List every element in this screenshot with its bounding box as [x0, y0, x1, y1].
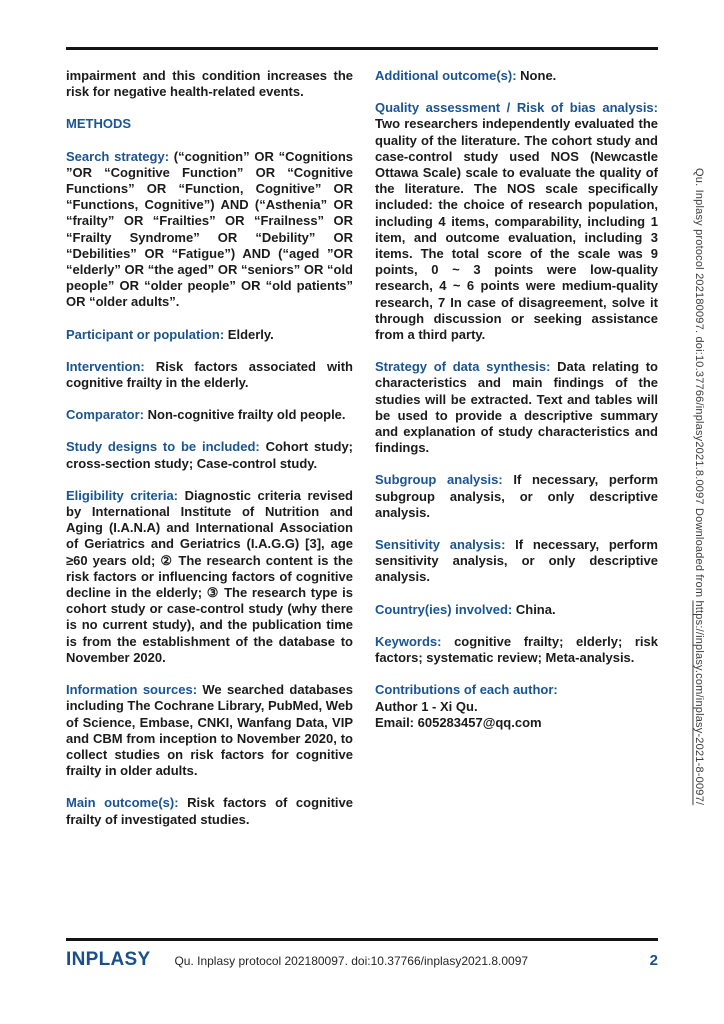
- inplasy-logo: INPLASY: [66, 949, 151, 970]
- section-body: Elderly.: [227, 326, 274, 342]
- section-paragraph: [375, 100, 658, 343]
- section-body: Diagnostic criteria revised by International Institute of Nutrition and Aging (I.A.N.A) and International Association of Geriatrics and Geriatrics (I.A.G.G) [3], age ≥60 years old; ② The research content is the risk factors or influencing factors of cognitive decline in the elderly; ③ The research type is cohort study or case-control study (why there is no current study), and the publication time is from the establishment of the database to November 2020.: [66, 487, 353, 665]
- section-label: Participant or population:: [66, 326, 228, 342]
- section-label: Intervention:: [66, 358, 156, 374]
- section-body: None.: [520, 68, 557, 83]
- section-body: cognitive frailty; elderly; risk factors; systematic review; Meta-analysis.: [375, 633, 658, 666]
- section-body: (“cognition” OR “Cognitions ”OR “Cognitive Function” OR “Cognitive Functions” OR “Function, Cognitive” OR “Functions, Cognitive”) AND (“Asthenia” OR “frailty” OR “Frailties” OR “Frailness” OR “Frailty Syndrome” OR “Debility” OR “Debilities” OR “Fatigue”) AND (“aged ”OR “elderly” OR “the aged” OR “seniors” OR “old people” OR “older people” OR “old patients” OR “older adults”.: [66, 148, 353, 310]
- section-paragraph: [375, 68, 658, 84]
- text-line: Author 1 - Xi Qu.: [375, 698, 478, 714]
- section-body: Data relating to characteristics and main findings of the studies will be extracted. Text and tables will be used to provide a descriptive summary and explanation of study characteristics and findings.: [375, 359, 658, 456]
- section-paragraph: [375, 537, 658, 586]
- section-paragraph: [66, 488, 353, 666]
- section-body: China.: [515, 601, 556, 617]
- section-paragraph: [375, 682, 658, 731]
- section-body: If necessary, perform subgroup analysis, or only descriptive analysis.: [375, 472, 659, 520]
- section-body: Two researchers independently evaluated the quality of the literature. The cohort study and case-control study used NOS (Newcastle Ottawa Scale) scale to evaluate the quality of the literature. The NOS scale specifically included: the choice of research population, including 4 items, comparability, including 1 item, and outcome evaluation, including 3 items. The total score of the scale was 9 points, 0 ~ 3 points were low-quality research, 4 ~ 6 points were medium-quality research, 7 In case of disagreement, solve it through discussion or seeking assistance from a third party.: [375, 116, 658, 343]
- top-divider: [66, 47, 658, 50]
- side-citation: [693, 168, 705, 805]
- section-label: Quality assessment / Risk of bias analysis:: [375, 100, 658, 116]
- right-column: [375, 68, 658, 731]
- section-label: Sensitivity analysis:: [375, 537, 516, 553]
- section-paragraph: [66, 149, 353, 311]
- section-body: If necessary, perform sensitivity analysis, or only descriptive analysis.: [375, 537, 658, 585]
- section-paragraph: [66, 439, 353, 471]
- section-label: Keywords:: [375, 633, 455, 649]
- section-paragraph: [66, 407, 353, 423]
- section-paragraph: [375, 634, 658, 666]
- section-label: Comparator:: [66, 407, 148, 423]
- section-label: Main outcome(s):: [66, 795, 188, 811]
- side-citation-text: Qu. Inplasy protocol 202180097. doi:10.37766/inplasy2021.8.0097 Downloaded from: [693, 168, 705, 601]
- footer-divider: [66, 938, 658, 941]
- section-paragraph: [66, 359, 353, 391]
- section-body: Risk factors of cognitive frailty of investigated studies.: [66, 795, 353, 827]
- section-label: Eligibility criteria:: [66, 487, 185, 503]
- section-label: Country(ies) involved:: [375, 601, 516, 617]
- left-column: [66, 68, 353, 828]
- section-body: Non-cognitive frailty old people.: [147, 407, 346, 423]
- section-paragraph: [66, 682, 353, 779]
- section-label: Information sources:: [66, 682, 203, 698]
- section-paragraph: [66, 327, 353, 343]
- section-label: Contributions of each author:: [375, 682, 558, 698]
- section-paragraph: [375, 602, 658, 618]
- page-number: 2: [649, 952, 658, 969]
- side-citation-link[interactable]: https://inplasy.com/inplasy-2021-8-0097/: [693, 600, 705, 806]
- section-body: We searched databases including The Cochrane Library, PubMed, Web of Science, Embase, CNKI, Wanfang Data, VIP and CBM from inception to November 2020, to collect studies on risk factors for cognitive frailty in older adults.: [66, 682, 353, 779]
- section-heading: METHODS: [66, 116, 131, 132]
- page-footer: [66, 949, 658, 971]
- section-paragraph: [375, 359, 658, 456]
- section-label: Additional outcome(s):: [375, 68, 521, 83]
- text-line: Email: 605283457@qq.com: [375, 714, 542, 730]
- section-body: Risk factors associated with cognitive frailty in the elderly.: [66, 358, 353, 391]
- section-body: Cohort study; cross-section study; Case-control study.: [66, 439, 353, 471]
- footer-citation: Qu. Inplasy protocol 202180097. doi:10.37766/inplasy2021.8.0097: [174, 954, 529, 968]
- section-paragraph: [375, 472, 658, 521]
- section-label: Search strategy:: [66, 148, 174, 164]
- section-label: Subgroup analysis:: [375, 472, 514, 488]
- section-paragraph: impairment and this condition increases the risk for negative health-related events.: [66, 68, 353, 100]
- section-label: Study designs to be included:: [66, 439, 266, 455]
- section-label: Strategy of data synthesis:: [375, 359, 558, 375]
- section-paragraph: [66, 795, 353, 827]
